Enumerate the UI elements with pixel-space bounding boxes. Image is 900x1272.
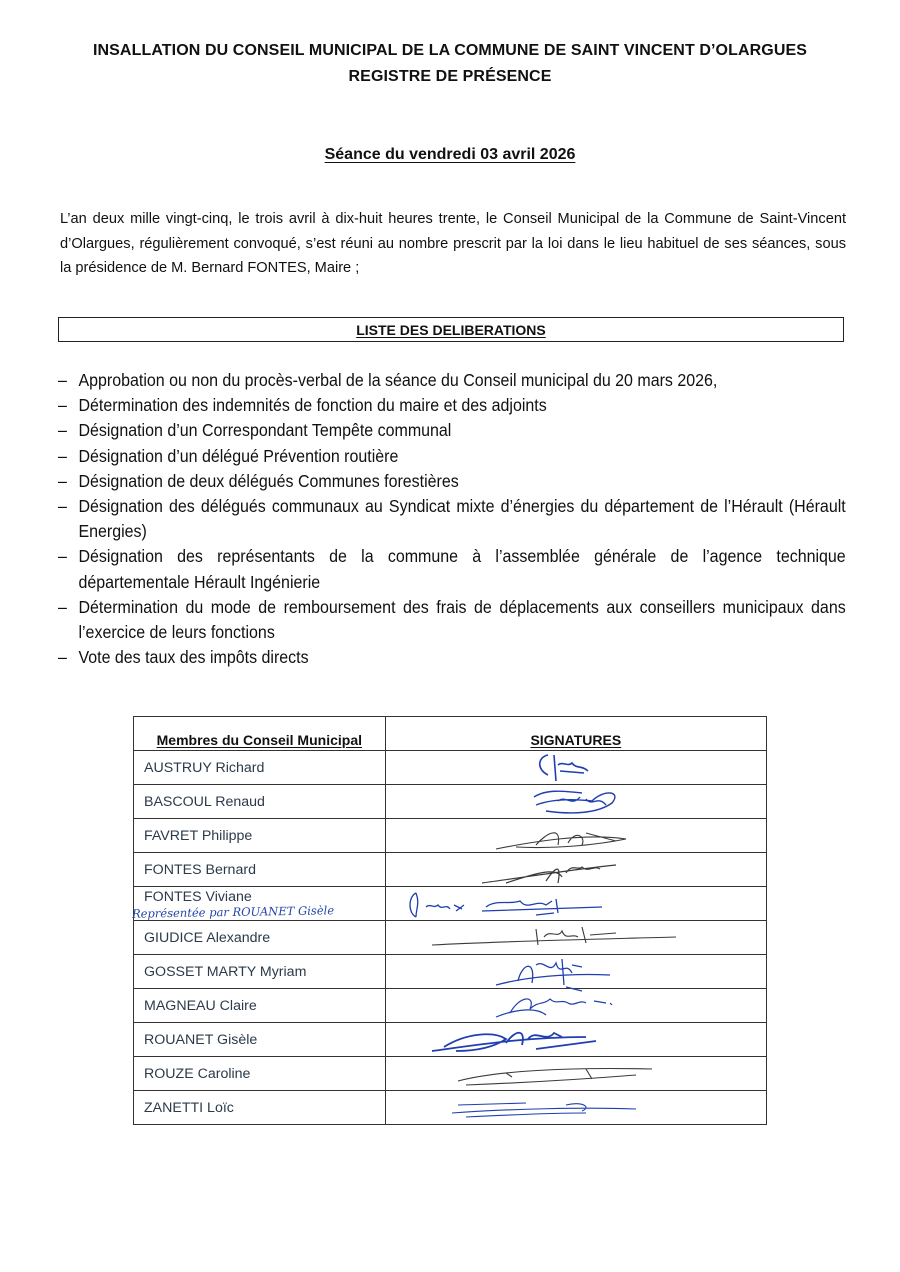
signature-cell [385,1023,766,1057]
member-name: ROUANET Gisèle [134,1023,386,1057]
document-title: INSALLATION DU CONSEIL MUNICIPAL DE LA COMMUNE DE SAINT VINCENT D’OLARGUES [92,42,808,59]
deliberation-text: Désignation d’un Correspondant Tempête communal [78,420,452,441]
table-row [134,1023,767,1057]
dash-bullet: – [58,596,67,617]
signature-cell [385,785,766,819]
member-name: BASCOUL Renaud [134,785,386,819]
member-name: ZANETTI Loïc [134,1091,386,1125]
dash-bullet: – [58,420,67,441]
attendance-table [133,716,767,1125]
signature-rouze [386,1057,768,1091]
signature-zanetti [386,1091,768,1125]
deliberations-heading: LISTE DES DELIBERATIONS [356,322,546,338]
signature-cell [385,819,766,853]
members-column-header: Membres du Conseil Municipal [134,717,386,751]
deliberation-item [58,418,846,443]
member-name: AUSTRUY Richard [134,751,386,785]
deliberation-item [58,494,846,544]
signature-fontes-bernard [386,853,768,887]
deliberation-item [58,393,846,418]
table-row [134,751,767,785]
signature-cell [385,853,766,887]
dash-bullet: – [58,647,67,668]
deliberation-text: Détermination des indemnités de fonction du maire et des adjoints [78,395,547,416]
deliberation-item [58,595,846,645]
signatures-column-header: SIGNATURES [385,717,766,751]
dash-bullet: – [58,546,67,567]
table-row [134,955,767,989]
deliberation-text: Désignation de deux délégués Communes forestières [78,470,459,491]
table-row [134,1091,767,1125]
dash-bullet: – [58,470,67,491]
signature-cell [385,1057,766,1091]
deliberation-text: Approbation ou non du procès-verbal de la séance du Conseil municipal du 20 mars 2026, [78,370,718,390]
deliberation-text: Vote des taux des impôts directs [78,647,309,668]
member-name: FONTES Bernard [134,853,386,887]
member-name-cell [131,887,386,921]
deliberation-text: Désignation des représentants de la commune à l’assemblée générale de l’agence technique départementale Hérault Ingénierie [78,546,846,592]
deliberation-item [58,645,846,670]
signature-favret [386,819,768,853]
signature-rouanet-proxy [386,887,768,921]
signature-austruy [386,751,768,785]
deliberation-text: Désignation d’un délégué Prévention routière [78,445,399,466]
member-name: GOSSET MARTY Myriam [134,955,386,989]
signature-cell [385,751,766,785]
signature-cell [385,1091,766,1125]
represented-by-note: Représentée par ROUANET Gisèle [131,903,335,921]
document-subtitle: REGISTRE DE PRÉSENCE [348,68,552,85]
deliberation-text: Désignation des délégués communaux au Syndicat mixte d’énergies du département de l’Hérault (Hérault Energies) [78,496,846,542]
member-name: ROUZE Caroline [134,1057,386,1091]
session-date [0,146,900,164]
signature-cell [385,989,766,1023]
signature-bascoul [386,785,768,819]
signature-magneau [386,989,768,1023]
deliberation-item [58,544,846,594]
signature-gosset-marty [386,955,768,989]
deliberation-item [58,368,846,393]
deliberations-list [58,368,846,670]
table-row [134,819,767,853]
member-name: FAVRET Philippe [134,819,386,853]
dash-bullet: – [58,370,67,390]
table-row [134,853,767,887]
signature-cell [385,921,766,955]
dash-bullet: – [58,395,67,416]
deliberation-item [58,444,846,469]
member-name: GIUDICE Alexandre [134,921,386,955]
deliberation-text: Détermination du mode de remboursement des frais de déplacements aux conseillers municipaux dans l’exercice de leurs fonctions [78,596,846,643]
intro-paragraph: L’an deux mille vingt-cinq, le trois avril à dix-huit heures trente, le Conseil Municipal de la Commune de Saint-Vincent d’Olargues, régulièrement convoqué, s’est réuni au nombre prescrit par la loi dans le lieu habituel de ses séances, sous la présidence de M. Bernard FONTES, Maire ; [60,211,846,276]
signature-cell [385,887,766,921]
member-name: MAGNEAU Claire [134,989,386,1023]
session-date-text: Séance du vendredi 03 avril 2026 [324,146,576,163]
member-name: FONTES Viviane [144,889,252,905]
deliberations-heading-box [58,317,844,342]
table-row [134,887,767,921]
deliberation-item [58,469,846,494]
table-row [134,921,767,955]
dash-bullet: – [58,445,67,466]
signature-giudice [386,921,768,955]
dash-bullet: – [58,496,67,517]
table-header-row [134,717,767,751]
table-row [134,785,767,819]
table-row [134,989,767,1023]
table-row [134,1057,767,1091]
signature-cell [385,955,766,989]
signature-rouanet [386,1023,768,1057]
